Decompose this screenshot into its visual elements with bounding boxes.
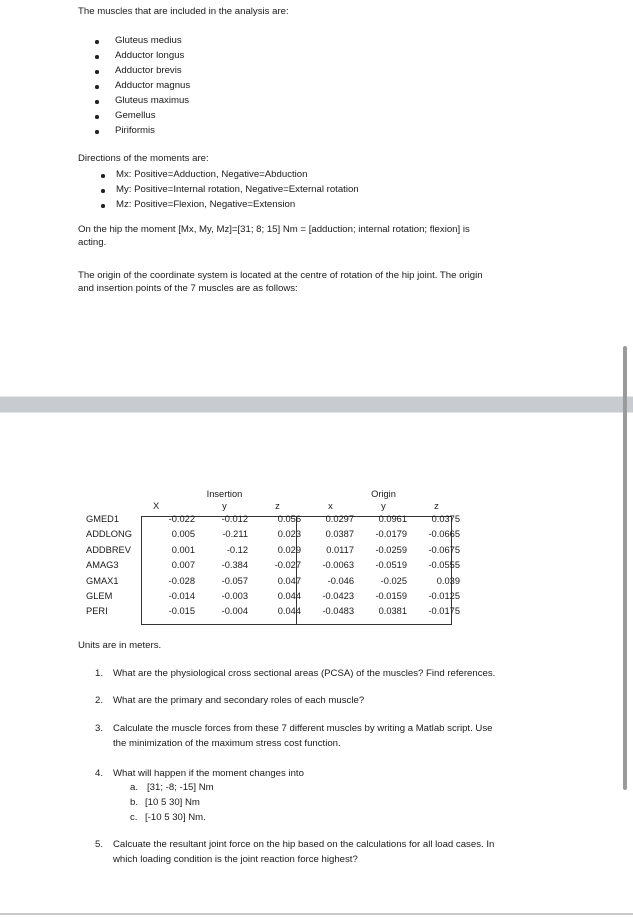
table-cell: -0.12 [226,544,248,555]
table-cell: 0.047 [277,575,301,586]
table-row [78,512,463,527]
table-cell: -0.0179 [375,529,407,540]
muscle-item: Adductor brevis [115,65,182,76]
col-header: y [222,501,227,511]
col-header: X [153,501,160,511]
table-row [78,574,463,589]
question-number: 1. [95,668,104,679]
table-row [78,589,463,604]
sub-item: [31; -8; -15] Nm [147,782,214,793]
table-cell: -0.0483 [322,606,354,617]
table-cell: -0.027 [274,560,301,571]
moment-text-cont: acting. [78,237,107,248]
units-text: Units are in meters. [78,640,162,651]
sub-item: [10 5 30] Nm [145,797,200,808]
table-row [78,527,463,542]
bullet-icon [101,189,105,193]
muscle-name: GMED1 [86,514,120,524]
table-cell: -0.0259 [375,544,407,555]
direction-item: Mx: Positive=Adduction, Negative=Abduction [116,169,308,180]
table-cell: 0.056 [277,514,301,524]
muscle-name: ADDLONG [86,529,132,540]
col-header: y [381,501,386,511]
table-cell: 0.0387 [325,529,354,540]
bullet-icon [95,55,99,59]
table-row [78,604,463,619]
sub-letter: a. [130,782,139,793]
question-5: Calcuate the resultant joint force on the hip based on the calculations for all load cases. In [113,839,495,850]
table-cell: -0.046 [327,575,354,586]
table-cell: -0.012 [221,514,248,524]
origin-text-cont: and insertion points of the 7 muscles are as follows: [78,283,298,294]
col-header: z [434,501,439,511]
muscle-name: AMAG3 [86,560,119,571]
table-cell: -0.057 [221,575,248,586]
question-2: What are the primary and secondary roles of each muscle? [113,695,365,706]
direction-item: Mz: Positive=Flexion, Negative=Extension [116,199,296,210]
table-cell: 0.0961 [378,514,407,524]
table-cell: 0.029 [277,544,301,555]
scrollbar[interactable] [623,346,627,790]
table-cell: 0.001 [171,544,195,555]
question-number: 3. [95,723,104,734]
table-cell: 0.023 [277,529,301,540]
sub-letter: c. [130,812,138,823]
table-cell: 0.0381 [378,606,407,617]
direction-item: My: Positive=Internal rotation, Negative=External rotation [116,184,359,195]
bullet-icon [95,40,99,44]
muscle-item: Gemellus [115,110,156,121]
muscle-name: GLEM [86,591,113,602]
table-cell: -0.028 [168,575,195,586]
question-1: What are the physiological cross sectional areas (PCSA) of the muscles? Find references. [113,668,496,679]
muscle-name: GMAX1 [86,575,119,586]
table-cell: -0.014 [168,591,195,602]
table-cell: -0.015 [168,606,195,617]
sub-letter: b. [130,797,139,808]
muscle-item: Adductor magnus [115,80,191,91]
question-3: Calculate the muscle forces from these 7 different muscles by writing a Matlab script. Use [113,723,493,734]
table-cell: -0.022 [168,514,195,524]
table-cell: -0.004 [221,606,248,617]
table-cell: -0.0423 [322,591,354,602]
table-cell: -0.0159 [375,591,407,602]
table-cell: -0.0665 [428,529,460,540]
muscle-item: Gluteus maximus [115,95,190,106]
bullet-icon [95,85,99,89]
origin-header: Origin [371,489,396,499]
bullet-icon [101,174,105,178]
table-cell: 0.044 [277,606,301,617]
bullet-icon [95,100,99,104]
bullet-icon [101,204,105,208]
table-cell: -0.0125 [428,591,460,602]
table-cell: -0.0519 [375,560,407,571]
table-cell: 0.0117 [326,544,354,555]
table-cell: 0.0297 [325,514,354,524]
moment-text: On the hip the moment [Mx, My, Mz]=[31; 8; 15] Nm = [adduction; internal rotation; flexion] is [78,224,470,235]
question-number: 4. [95,768,104,779]
intro-text: The muscles that are included in the analysis are: [78,6,289,17]
table-cell: 0.005 [171,529,195,540]
col-header: z [275,501,280,511]
muscle-item: Adductor longus [115,50,185,61]
bullet-icon [95,70,99,74]
bullet-icon [95,130,99,134]
coordinates-table [78,488,463,620]
question-number: 5. [95,839,104,850]
table-cell: -0.384 [221,560,248,571]
muscle-item: Gluteus medius [115,35,182,46]
insertion-header: Insertion [206,489,243,499]
table-cell: -0.0675 [428,544,460,555]
table-cell: 0.007 [171,560,195,571]
question-number: 2. [95,695,104,706]
table-row [78,543,463,558]
question-5-cont: which loading condition is the joint reaction force highest? [113,854,358,865]
col-header: x [328,501,333,511]
table-cell: -0.025 [380,575,407,586]
muscle-name: ADDBREV [86,544,131,555]
table-cell: -0.0175 [428,606,460,617]
question-4: What will happen if the moment changes into [113,768,304,779]
muscle-name: PERI [86,606,108,617]
table-cell: 0.039 [436,575,460,586]
page-bottom-border [0,913,633,915]
page-separator [0,396,633,413]
table-cell: -0.003 [221,591,248,602]
sub-item: [-10 5 30] Nm. [145,812,206,823]
question-3-cont: the minimization of the maximum stress cost function. [113,738,341,749]
muscle-item: Piriformis [115,125,155,136]
table-cell: 0.0375 [431,514,460,524]
table-cell: -0.0555 [428,560,460,571]
table-cell: 0.044 [277,591,301,602]
table-cell: -0.211 [222,529,248,540]
origin-text: The origin of the coordinate system is located at the centre of rotation of the hip joint. The origin [78,270,483,281]
directions-title: Directions of the moments are: [78,153,209,164]
table-cell: -0.0063 [322,560,354,571]
bullet-icon [95,115,99,119]
table-row [78,558,463,573]
